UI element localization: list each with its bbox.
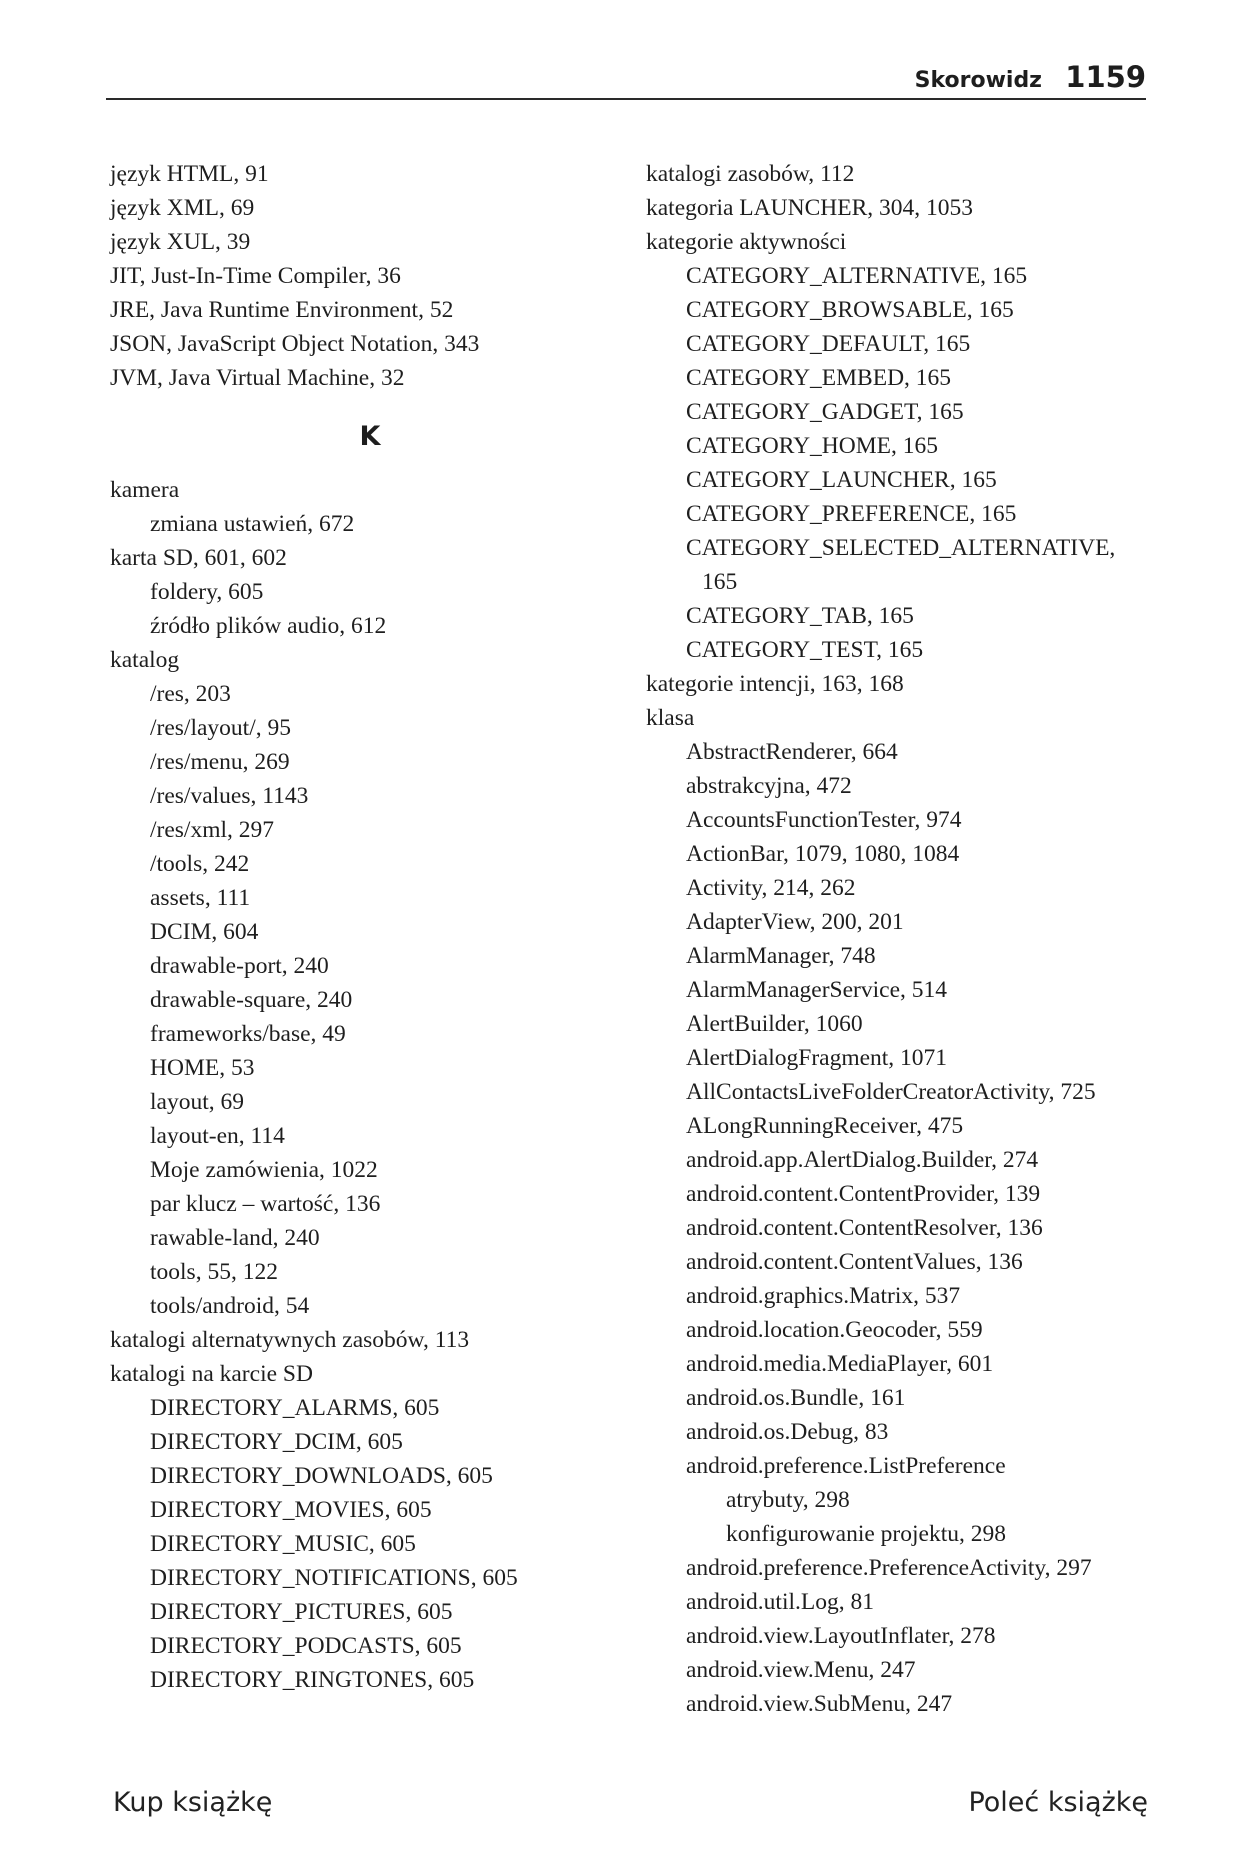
index-subentry: android.content.ContentResolver, 136: [686, 1215, 1043, 1241]
index-entry: katalogi zasobów, 112: [646, 161, 855, 187]
index-subentry: 165: [702, 569, 738, 595]
index-subentry: Activity, 214, 262: [686, 875, 856, 901]
index-entry: katalog: [110, 647, 180, 673]
index-subentry: DIRECTORY_NOTIFICATIONS, 605: [150, 1565, 518, 1591]
index-column-right: [646, 157, 1146, 1721]
index-subentry: layout, 69: [150, 1089, 244, 1115]
index-subentry: CATEGORY_LAUNCHER, 165: [686, 467, 997, 493]
index-subentry: /tools, 242: [150, 851, 250, 877]
index-subentry: /res/xml, 297: [150, 817, 275, 843]
index-entry: język HTML, 91: [110, 161, 269, 187]
index-subentry: DCIM, 604: [150, 919, 259, 945]
index-subentry: drawable-port, 240: [150, 953, 329, 979]
index-subentry: par klucz – wartość, 136: [150, 1191, 381, 1217]
recommend-book-link[interactable]: Poleć książkę: [968, 1787, 1148, 1818]
index-entry: język XML, 69: [110, 195, 255, 221]
index-entry: JVM, Java Virtual Machine, 32: [110, 365, 405, 391]
index-subentry: CATEGORY_DEFAULT, 165: [686, 331, 971, 357]
index-subentry: android.preference.PreferenceActivity, 297: [686, 1555, 1092, 1581]
index-subentry: CATEGORY_TAB, 165: [686, 603, 914, 629]
index-subentry: ALongRunningReceiver, 475: [686, 1113, 964, 1139]
index-subentry: tools/android, 54: [150, 1293, 310, 1319]
index-subentry: foldery, 605: [150, 579, 264, 605]
index-group-k-continued: [646, 157, 1146, 1721]
index-subentry: CATEGORY_PREFERENCE, 165: [686, 501, 1017, 527]
index-group-k: [110, 473, 630, 1697]
index-entry: JRE, Java Runtime Environment, 52: [110, 297, 454, 323]
buy-book-link[interactable]: Kup książkę: [113, 1787, 273, 1818]
index-subentry: rawable-land, 240: [150, 1225, 320, 1251]
index-subentry: android.os.Debug, 83: [686, 1419, 889, 1445]
index-subentry: AbstractRenderer, 664: [686, 739, 898, 765]
index-entry: katalogi alternatywnych zasobów, 113: [110, 1327, 470, 1353]
index-subentry: /res/values, 1143: [150, 783, 309, 809]
index-entry: język XUL, 39: [110, 229, 251, 255]
index-entry: kategoria LAUNCHER, 304, 1053: [646, 195, 973, 221]
index-subentry: android.content.ContentValues, 136: [686, 1249, 1023, 1275]
index-subentry: zmiana ustawień, 672: [150, 511, 355, 537]
index-subentry: CATEGORY_TEST, 165: [686, 637, 924, 663]
index-subentry: atrybuty, 298: [726, 1487, 850, 1513]
index-subentry: CATEGORY_GADGET, 165: [686, 399, 964, 425]
index-subentry: android.location.Geocoder, 559: [686, 1317, 983, 1343]
index-entry: karta SD, 601, 602: [110, 545, 287, 571]
index-subentry: android.content.ContentProvider, 139: [686, 1181, 1041, 1207]
index-subentry: AlertDialogFragment, 1071: [686, 1045, 948, 1071]
index-subentry: layout-en, 114: [150, 1123, 285, 1149]
index-entry: JIT, Just-In-Time Compiler, 36: [110, 263, 401, 289]
index-entry: katalogi na karcie SD: [110, 1361, 313, 1387]
index-entry: JSON, JavaScript Object Notation, 343: [110, 331, 480, 357]
index-subentry: DIRECTORY_PODCASTS, 605: [150, 1633, 462, 1659]
index-subentry: android.graphics.Matrix, 537: [686, 1283, 961, 1309]
index-subentry: CATEGORY_ALTERNATIVE, 165: [686, 263, 1028, 289]
index-subentry: źródło plików audio, 612: [150, 613, 387, 639]
index-subentry: CATEGORY_HOME, 165: [686, 433, 938, 459]
index-subentry: android.media.MediaPlayer, 601: [686, 1351, 994, 1377]
index-subentry: DIRECTORY_MOVIES, 605: [150, 1497, 432, 1523]
index-subentry: android.preference.ListPreference: [686, 1453, 1006, 1479]
index-subentry: DIRECTORY_PICTURES, 605: [150, 1599, 453, 1625]
section-letter: K: [359, 421, 381, 452]
index-column-left: [110, 157, 630, 1697]
index-entry: kategorie intencji, 163, 168: [646, 671, 904, 697]
index-subentry: AccountsFunctionTester, 974: [686, 807, 962, 833]
index-subentry: HOME, 53: [150, 1055, 255, 1081]
index-subentry: konfigurowanie projektu, 298: [726, 1521, 1006, 1547]
index-subentry: /res/layout/, 95: [150, 715, 291, 741]
index-subentry: drawable-square, 240: [150, 987, 353, 1013]
page-header: [106, 56, 1146, 100]
index-subentry: frameworks/base, 49: [150, 1021, 346, 1047]
index-subentry: AllContactsLiveFolderCreatorActivity, 725: [686, 1079, 1096, 1105]
index-subentry: /res/menu, 269: [150, 749, 290, 775]
index-subentry: CATEGORY_EMBED, 165: [686, 365, 952, 391]
index-entry: kamera: [110, 477, 180, 503]
index-subentry: AlarmManager, 748: [686, 943, 876, 969]
index-subentry: android.app.AlertDialog.Builder, 274: [686, 1147, 1039, 1173]
index-subentry: DIRECTORY_ALARMS, 605: [150, 1395, 440, 1421]
index-subentry: android.util.Log, 81: [686, 1589, 874, 1615]
index-subentry: android.view.LayoutInflater, 278: [686, 1623, 996, 1649]
page-number: 1159: [1065, 60, 1146, 94]
index-group-j: [110, 157, 630, 395]
index-subentry: CATEGORY_BROWSABLE, 165: [686, 297, 1014, 323]
index-subentry: AlarmManagerService, 514: [686, 977, 948, 1003]
index-subentry: DIRECTORY_RINGTONES, 605: [150, 1667, 475, 1693]
index-subentry: DIRECTORY_DCIM, 605: [150, 1429, 403, 1455]
index-subentry: AdapterView, 200, 201: [686, 909, 904, 935]
index-subentry: CATEGORY_SELECTED_ALTERNATIVE,: [686, 535, 1116, 561]
index-subentry: android.view.Menu, 247: [686, 1657, 916, 1683]
index-subentry: AlertBuilder, 1060: [686, 1011, 863, 1037]
index-subentry: tools, 55, 122: [150, 1259, 278, 1285]
running-title: Skorowidz: [914, 68, 1042, 93]
index-entry: klasa: [646, 705, 695, 731]
index-subentry: Moje zamówienia, 1022: [150, 1157, 378, 1183]
index-subentry: android.os.Bundle, 161: [686, 1385, 906, 1411]
index-subentry: android.view.SubMenu, 247: [686, 1691, 953, 1717]
index-subentry: /res, 203: [150, 681, 231, 707]
index-subentry: abstrakcyjna, 472: [686, 773, 852, 799]
index-subentry: ActionBar, 1079, 1080, 1084: [686, 841, 960, 867]
index-subentry: assets, 111: [150, 885, 251, 911]
index-subentry: DIRECTORY_MUSIC, 605: [150, 1531, 416, 1557]
index-entry: kategorie aktywności: [646, 229, 847, 255]
index-subentry: DIRECTORY_DOWNLOADS, 605: [150, 1463, 493, 1489]
